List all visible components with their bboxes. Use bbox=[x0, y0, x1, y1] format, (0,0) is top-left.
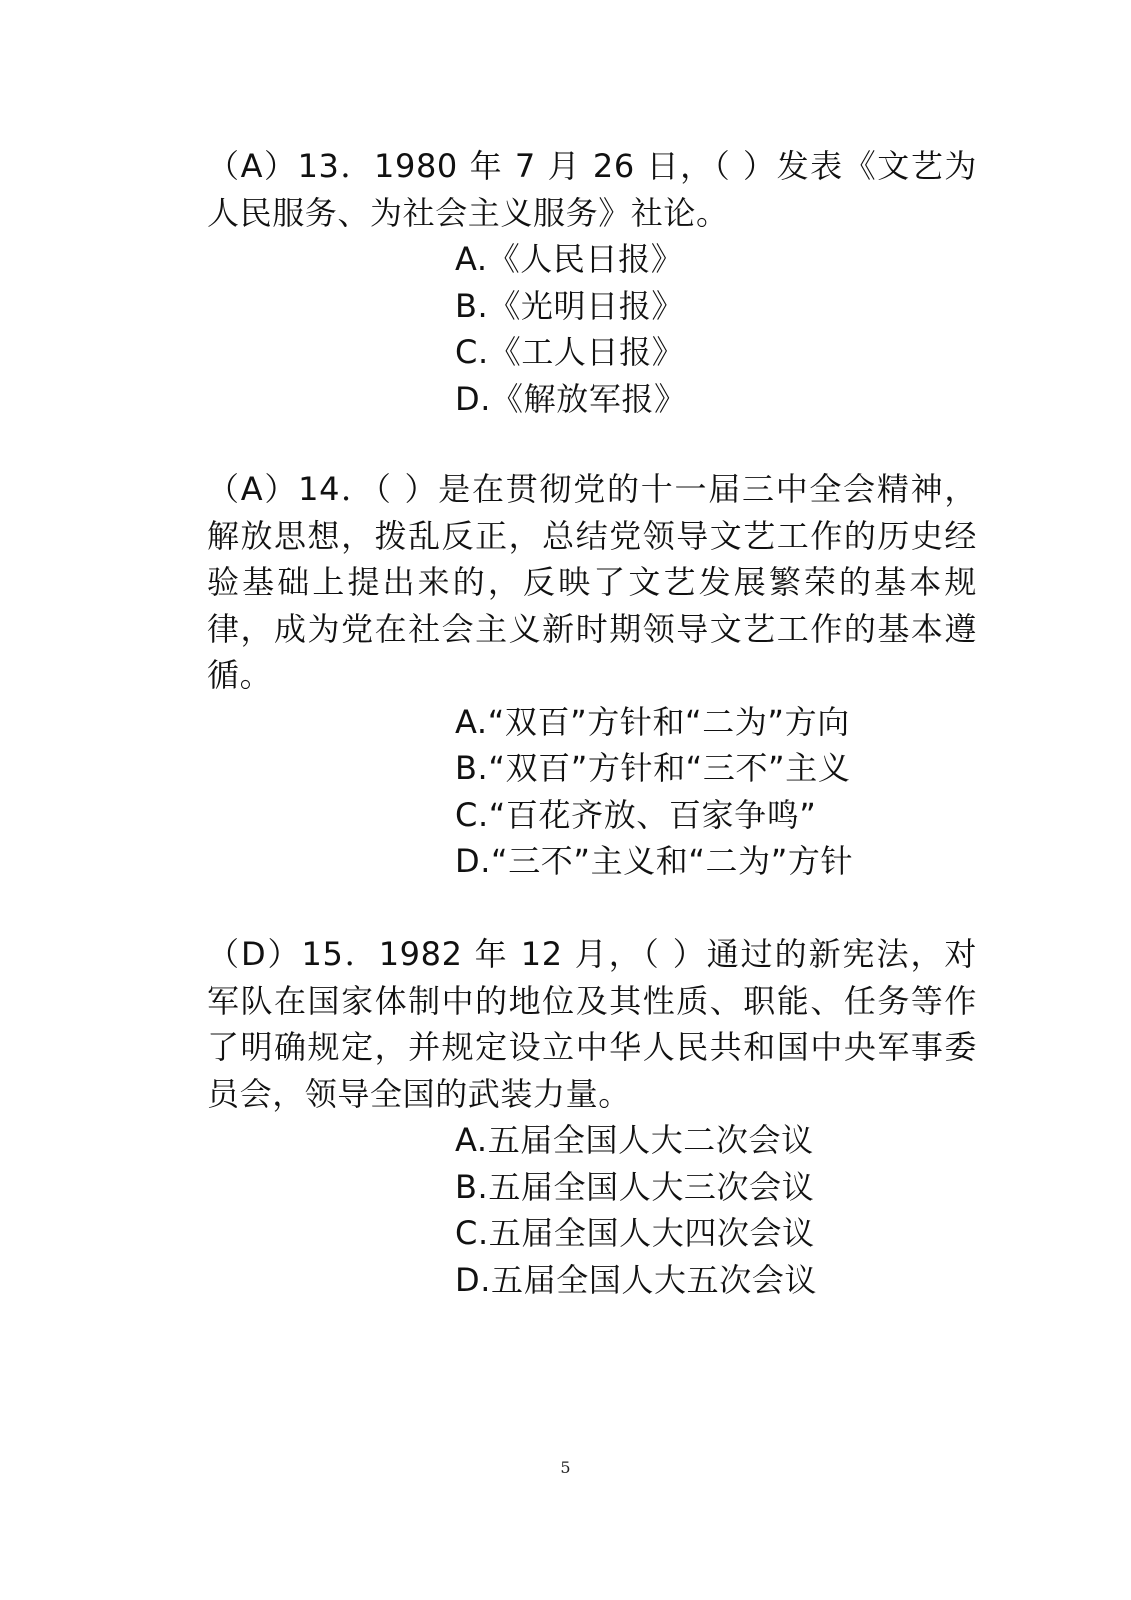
option-a: A.五届全国人大二次会议 bbox=[455, 1121, 814, 1159]
option-b: B.《光明日报》 bbox=[455, 286, 684, 325]
option-c: C.五届全国人大四次会议 bbox=[455, 1214, 815, 1252]
question-14 bbox=[207, 466, 977, 885]
option-b: B.五届全国人大三次会议 bbox=[455, 1167, 815, 1206]
option-d: D.五届全国人大五次会议 bbox=[455, 1260, 818, 1299]
question-13 bbox=[207, 143, 977, 422]
option-d: D.“三不”主义和“二为”方针 bbox=[455, 842, 854, 880]
option-list bbox=[207, 1117, 977, 1303]
question-stem: （A）14．（ ）是在贯彻党的十一届三中全会精神，解放思想，拨乱反正，总结党领导文艺工作的历史经验基础上提出来的，反映了文艺发展繁荣的基本规律，成为党在社会主义新时期领导文艺工作的基本遵循。 bbox=[207, 470, 977, 694]
option-c: C.《工人日报》 bbox=[455, 333, 685, 371]
question-stem: （D）15．1982 年 12 月，（ ）通过的新宪法，对军队在国家体制中的地位及其性质、职能、任务等作了明确规定，并规定设立中华人民共和国中央军事委员会，领导全国的武装力量。 bbox=[207, 935, 977, 1113]
option-c: C.“百花齐放、百家争鸣” bbox=[455, 795, 817, 834]
option-list bbox=[207, 236, 977, 422]
page-number: 5 bbox=[560, 1458, 571, 1477]
question-15 bbox=[207, 931, 977, 1303]
option-a: A.《人民日报》 bbox=[455, 240, 684, 278]
option-d: D.《解放军报》 bbox=[455, 379, 687, 418]
question-stem: （A）13．1980 年 7 月 26 日，（ ）发表《文艺为人民服务、为社会主义服务》社论。 bbox=[207, 147, 977, 232]
option-list bbox=[207, 699, 977, 885]
option-a: A.“双百”方针和“二为”方向 bbox=[455, 702, 850, 741]
option-b: B.“双百”方针和“三不”主义 bbox=[455, 749, 851, 787]
